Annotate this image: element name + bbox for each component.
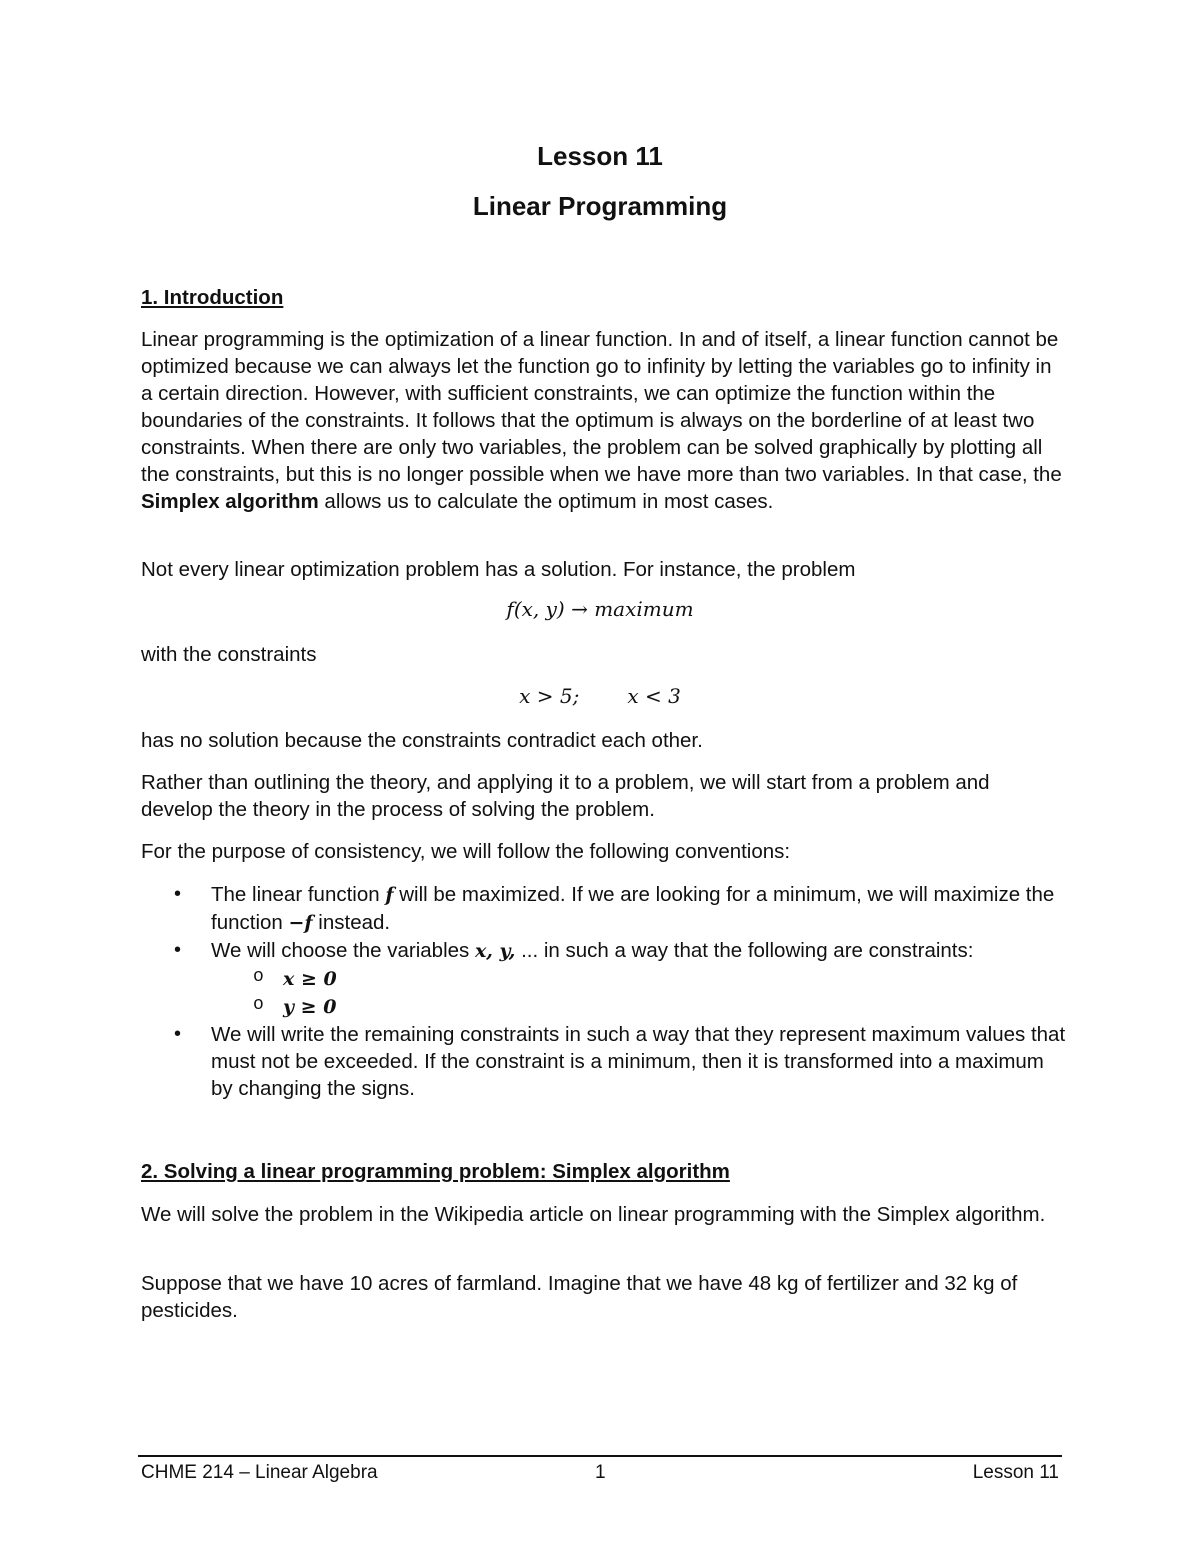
nonnegativity-list bbox=[211, 965, 1066, 1021]
list-item bbox=[141, 937, 1066, 1021]
list-item bbox=[141, 881, 1066, 937]
bullet-1-text-a: The linear function bbox=[211, 883, 386, 906]
equation-constraints bbox=[0, 684, 1200, 708]
intro-text-2: allows us to calculate the optimum in most cases. bbox=[318, 490, 774, 513]
equation-objective: f(x, y) → maximum bbox=[506, 597, 694, 621]
intro-paragraph bbox=[141, 326, 1066, 515]
bullet-1-neg-f: −f bbox=[288, 912, 313, 934]
intro-text-1: Linear programming is the optimization of a linear function. In and of itself, a linear function cannot be optimized because we can always let the function go to infinity by letting the variables go to infinity in a certain direction. However, with sufficient constraints, we can optimize the function within the boundaries of the constraints. It follows that the optimum is always on the borderline of at least two constraints. When there are only two variables, the problem can be solved graphically by plotting all the constraints, but this is no longer possible when we have more than two variables. In that case, the bbox=[141, 328, 1062, 486]
bullet-2-text-b: ... in such a way that the following are constraints: bbox=[515, 939, 974, 962]
contradiction-paragraph: has no solution because the constraints contradict each other. bbox=[141, 729, 703, 752]
bullet-1-text-c: instead. bbox=[312, 911, 391, 934]
list-item bbox=[141, 1021, 1066, 1102]
conventions-list bbox=[141, 881, 1066, 1102]
constraints-intro: with the constraints bbox=[141, 643, 317, 666]
section-1-heading: 1. Introduction bbox=[141, 286, 284, 309]
lesson-number-title: Lesson 11 bbox=[537, 141, 663, 171]
footer-page-number: 1 bbox=[595, 1462, 606, 1483]
bullet-2-text-a: We will choose the variables bbox=[211, 939, 475, 962]
wikipedia-paragraph: We will solve the problem in the Wikipedia article on linear programming with the Simplex algorithm. bbox=[141, 1203, 1046, 1226]
x-nonneg: x ≥ 0 bbox=[283, 968, 337, 990]
bullet-1-text-b: will be maximized. If we are looking for a minimum, we will maximize the function bbox=[211, 883, 1055, 934]
farmland-paragraph: Suppose that we have 10 acres of farmland. Imagine that we have 48 kg of fertilizer and 32 kg of pesticides. bbox=[141, 1272, 1018, 1322]
footer-lesson: Lesson 11 bbox=[972, 1462, 1059, 1483]
list-item bbox=[255, 993, 1066, 1021]
lesson-topic-title: Linear Programming bbox=[472, 191, 728, 221]
bullet-3-text: We will write the remaining constraints in such a way that they represent maximum values that must not be exceeded. If the constraint is a minimum, then it is transformed into a maximum by changing the signs. bbox=[211, 1023, 1066, 1100]
list-item bbox=[255, 965, 1066, 993]
simplex-algorithm-bold: Simplex algorithm bbox=[141, 490, 319, 513]
bullet-2-vars: x, y, bbox=[474, 940, 516, 962]
approach-paragraph: Rather than outlining the theory, and applying it to a problem, we will start from a problem and develop the theory in the process of solving the problem. bbox=[141, 771, 990, 821]
bullet-1-f: f bbox=[385, 884, 394, 906]
constraint-left: x > 5; bbox=[519, 684, 580, 708]
conventions-intro: For the purpose of consistency, we will follow the following conventions: bbox=[141, 840, 791, 863]
no-solution-intro: Not every linear optimization problem has a solution. For instance, the problem bbox=[141, 558, 856, 581]
footer-course: CHME 214 – Linear Algebra bbox=[141, 1462, 378, 1483]
footer-divider bbox=[138, 1455, 1062, 1457]
constraint-right: x < 3 bbox=[627, 684, 681, 708]
y-nonneg: y ≥ 0 bbox=[283, 996, 337, 1018]
section-2-heading: 2. Solving a linear programming problem: Simplex algorithm bbox=[141, 1160, 730, 1183]
